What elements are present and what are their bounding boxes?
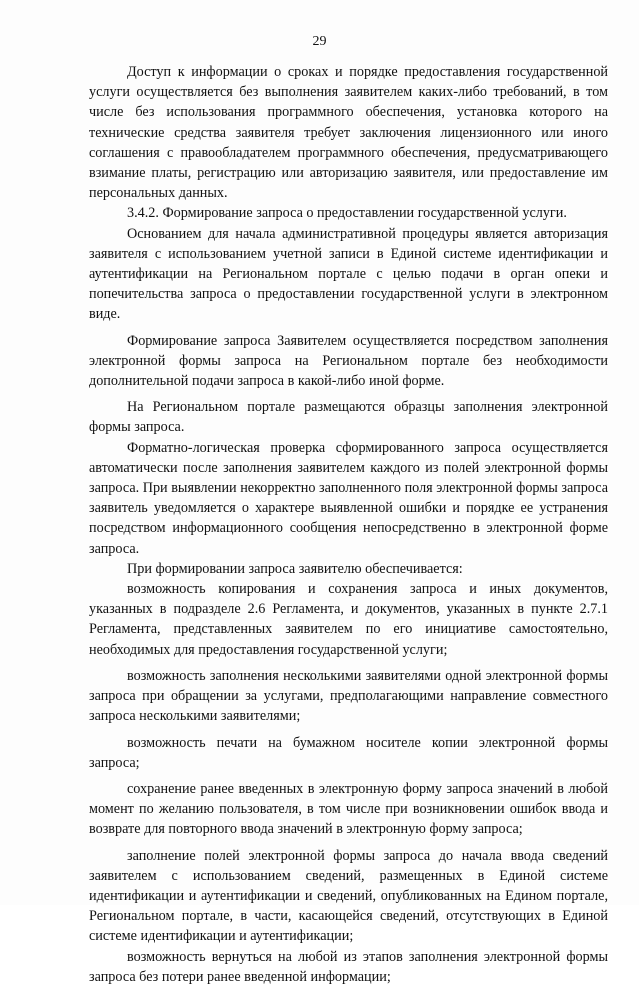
list-item-saving: сохранение ранее введенных в электронную форму запроса значений в любой момент по желанию пользователя, в том числе при возникновении ошибок ввода и возврате для повторного ввода значений в электронную форму запроса; xyxy=(89,780,608,838)
paragraph-basis: Основанием для начала административной процедуры является авторизация заявителя с использованием учетной записи в Единой системе идентификации и аутентификации на Региональном портале с целью подачи в орган опеки и попечительства запроса о предоставлении государственной услуги в электронном виде. xyxy=(89,225,608,323)
document-body xyxy=(89,62,608,987)
paragraph-samples: На Региональном портале размещаются образцы заполнения электронной формы запроса. xyxy=(89,399,608,436)
list-item-copying: возможность копирования и сохранения запроса и иных документов, указанных в подразделе 2.6 Регламента, и документов, указанных в пункте 2.7.1 Регламента, представленных заявителем по его инициативе самостоятельно, необходимых для предоставления государственной услуги; xyxy=(89,581,608,658)
list-item-printing: возможность печати на бумажном носителе копии электронной формы запроса; xyxy=(89,734,608,771)
paragraph-access-info: Доступ к информации о сроках и порядке предоставления государственной услуги осуществляется без выполнения заявителем каких-либо требований, в том числе без использования программного обеспечения, установка которого на технические средства заявителя требует заключения лицензионного или иного соглашения с правообладателем программного обеспечения, предусматривающего взимание платы, регистрацию или авторизацию заявителя, или предоставление им персональных данных. xyxy=(89,64,608,202)
paragraph-form-filling: Формирование запроса Заявителем осуществляется посредством заполнения электронной формы запроса на Региональном портале без необходимости дополнительной подачи запроса в какой-либо иной форме. xyxy=(89,332,608,390)
paragraph-section-3-4-2: 3.4.2. Формирование запроса о предоставлении государственной услуги. xyxy=(127,205,567,222)
list-item-prefill: заполнение полей электронной формы запроса до начала ввода сведений заявителем с использованием сведений, размещенных в Единой системе идентификации и аутентификации и сведений, опубликованных на Едином портале, Региональном портале, в части, касающейся сведений, отсутствующих в Единой системе идентификации и аутентификации; xyxy=(89,847,608,945)
list-item-return: возможность вернуться на любой из этапов заполнения электронной формы запроса без потери ранее введенной информации; xyxy=(89,948,608,985)
list-item-multiple-applicants: возможность заполнения несколькими заявителями одной электронной формы запроса при обращении за услугами, предполагающими направление совместного запроса несколькими заявителями; xyxy=(89,667,608,725)
paragraph-validation: Форматно-логическая проверка сформированного запроса осуществляется автоматически после заполнения заявителем каждого из полей электронной формы запроса. При выявлении некорректно заполненного поля электронной формы запроса заявитель уведомляется о характере выявленной ошибки и порядке ее устранения посредством информационного сообщения непосредственно в электронной форме запроса. xyxy=(89,439,608,557)
paragraph-provisions-intro: При формировании запроса заявителю обеспечивается: xyxy=(127,560,463,577)
page-number: 29 xyxy=(312,34,327,49)
